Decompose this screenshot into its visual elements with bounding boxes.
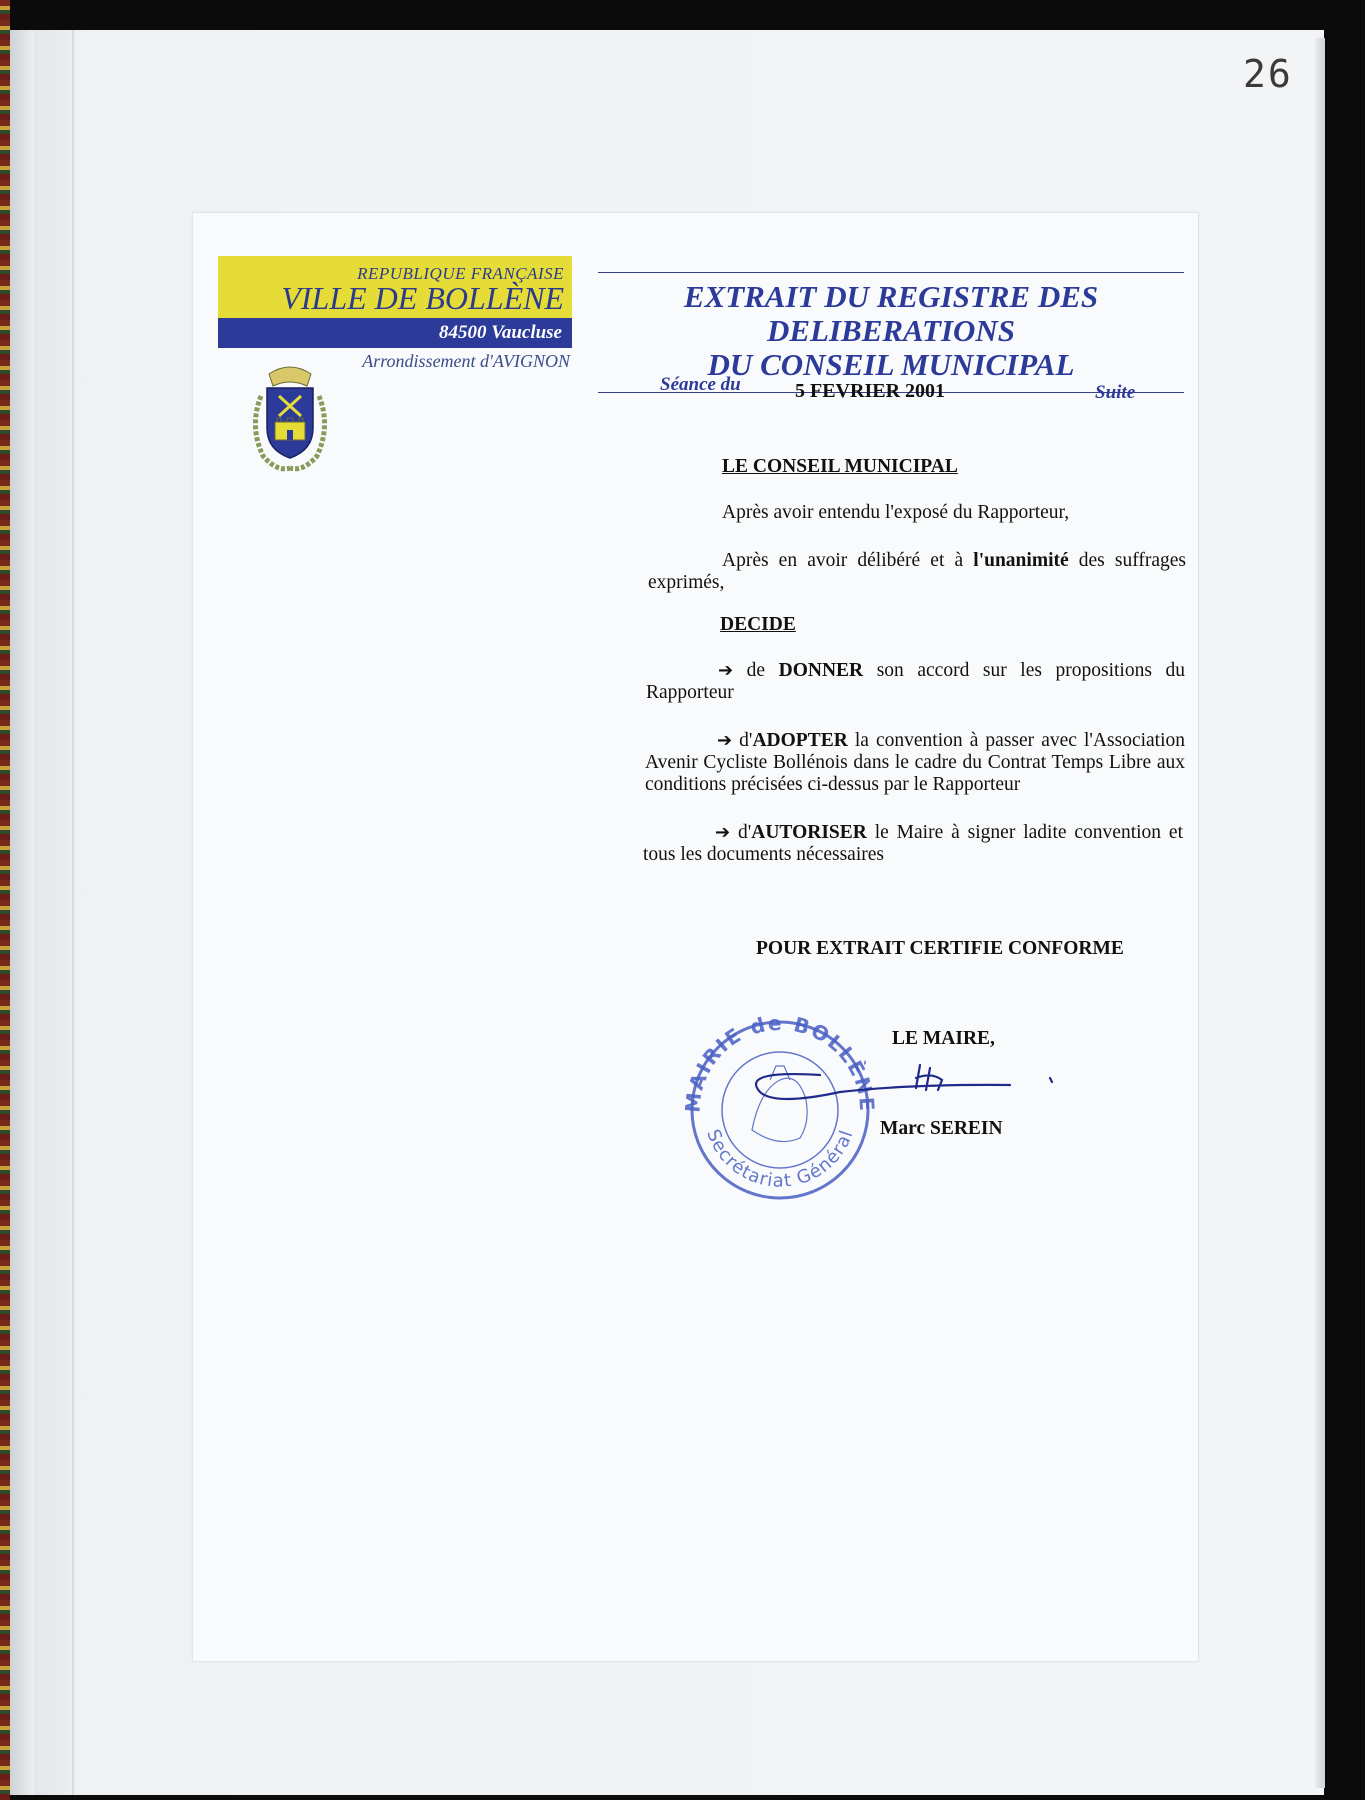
town-name: VILLE DE BOLLÈNE (281, 280, 564, 316)
title-line-2: DU CONSEIL MUNICIPAL (707, 347, 1075, 382)
seance-label: Séance du (660, 374, 741, 395)
item2-verb: ADOPTER (752, 730, 848, 751)
arrow-right-icon: ➔ (715, 822, 731, 843)
title-line-1: EXTRAIT DU REGISTRE DES DELIBERATIONS (683, 279, 1099, 348)
album-binding (0, 0, 10, 1800)
item3-prefix: d' (730, 822, 752, 843)
paragraph-deliberation (648, 550, 1186, 594)
item3-verb: AUTORISER (751, 822, 867, 843)
decision-item-3 (643, 822, 1183, 866)
page-right-edge (1315, 38, 1325, 1788)
letterhead (218, 256, 572, 372)
unanimity-text: l'unanimité (973, 550, 1069, 571)
item3-text: le Maire à signer ladite convention et tous les documents nécessaires (643, 822, 1183, 865)
decision-item-1 (646, 660, 1185, 704)
item2-text: la convention à passer avec l'Association Avenir Cycliste Bollénois dans le cadre du Contrat Temps Libre aux conditions précisées ci-dessus par le Rapporteur (645, 730, 1186, 795)
deliberation-text-a: Après en avoir délibéré et à (722, 550, 974, 571)
svg-text:Secrétariat Général (702, 1127, 857, 1192)
left-page-edge (10, 30, 34, 1795)
town-crest-icon (247, 356, 333, 476)
decide-heading: DECIDE (720, 614, 796, 635)
document-sheet (192, 212, 1199, 1662)
page-number: 26 (1243, 52, 1293, 96)
official-stamp-and-signature (680, 1010, 1110, 1210)
paragraph-expose: Après avoir entendu l'exposé du Rapporteur, (722, 502, 1070, 523)
certification-label: POUR EXTRAIT CERTIFIE CONFORME (756, 938, 1124, 959)
republic-label: REPUBLIQUE FRANÇAISE (357, 264, 564, 283)
item2-prefix: d' (732, 730, 753, 751)
deliberation-text-b: des suffrages exprimés, (648, 550, 1186, 593)
item1-verb: DONNER (778, 660, 864, 681)
signature-icon (756, 1065, 1052, 1099)
seance-date: 5 FEVRIER 2001 (795, 380, 946, 402)
item1-prefix: de (733, 660, 779, 681)
district-label: Arrondissement d'AVIGNON (362, 351, 570, 371)
mayor-name: Marc SEREIN (880, 1118, 1003, 1139)
mayor-role: LE MAIRE, (892, 1028, 995, 1049)
council-heading: LE CONSEIL MUNICIPAL (722, 456, 958, 477)
arrow-right-icon: ➔ (718, 660, 734, 681)
suite-label: Suite (1095, 382, 1136, 403)
page-fold (72, 30, 74, 1795)
letterhead-yellow-band (218, 256, 572, 318)
item1-text: son accord sur les propositions du Rapporteur (646, 660, 1186, 703)
arrow-right-icon: ➔ (717, 730, 733, 751)
stamp-top-text: MAIRIE de BOLLÈNE (680, 1010, 880, 1114)
decision-item-2 (645, 730, 1185, 796)
postcode-band: 84500 Vaucluse (218, 318, 572, 348)
stamp-bottom-text: Secrétariat Général (702, 1126, 858, 1192)
